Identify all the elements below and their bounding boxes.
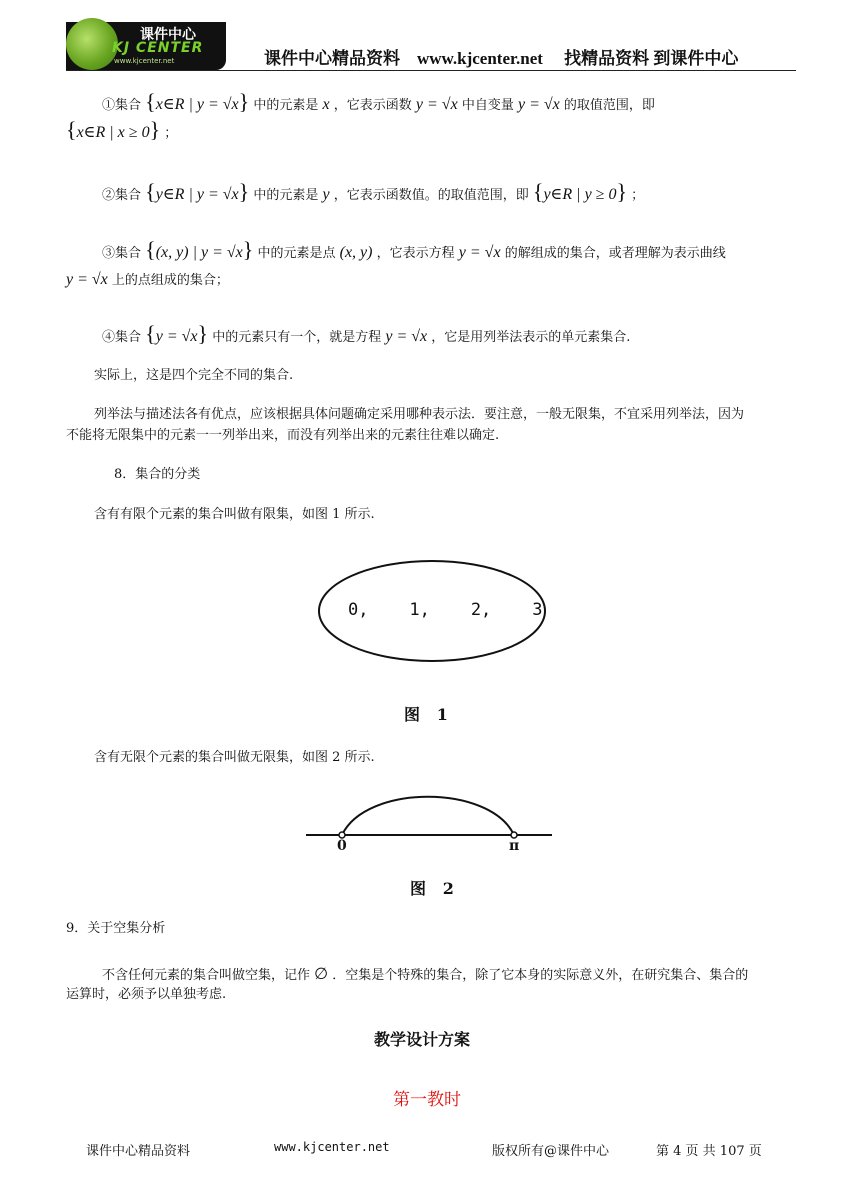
empty-set-line-1 <box>102 964 748 986</box>
figure-2-label-pi: π <box>509 838 520 854</box>
item-3-text-d: 的解组成的集合，或者理解为表示曲线 <box>504 246 726 261</box>
item-4-text-c: ，它是用列举法表示的单元素集合. <box>431 330 631 345</box>
item-2-label: ②集合 <box>102 188 142 203</box>
design-title: 教学设计方案 <box>374 1030 471 1049</box>
item-1-var: x <box>322 96 330 113</box>
paragraph-fact: 实际上，这是四个完全不同的集合. <box>94 368 294 383</box>
item-3-line-1 <box>102 237 726 264</box>
header-slogan <box>264 44 738 69</box>
item-3-label: ③集合 <box>102 246 142 261</box>
item-2-text-b: 中的元素是 <box>253 188 319 203</box>
item-3-eq: y = √x <box>458 244 501 261</box>
item-1-line-1 <box>102 89 655 116</box>
logo-url: www.kjcenter.net <box>114 57 175 65</box>
item-1-line-2 <box>66 117 178 144</box>
footer-site-link[interactable]: www.kjcenter.net <box>274 1140 390 1154</box>
paragraph-method-line-2: 不能将无限集中的元素一一列举出来，而没有列举出来的元素往往难以确定. <box>66 428 500 443</box>
infinite-set-text: 含有无限个元素的集合叫做无限集，如图 2 所示. <box>94 750 375 765</box>
figure-2-arc-curve <box>342 797 514 835</box>
logo-title: 课件中心 <box>140 27 196 43</box>
item-1-result-body: x∈R | x ≥ 0 <box>76 124 150 141</box>
item-2-set-body: y∈R | y = √x <box>155 186 239 203</box>
logo-icon <box>66 18 118 70</box>
item-3-set: {(x, y) | y = √x} <box>145 237 254 262</box>
finite-set-text: 含有有限个元素的集合叫做有限集，如图 1 所示. <box>94 507 375 522</box>
item-1-text-c: ，它表示函数 <box>333 98 412 113</box>
paragraph-method-line-1: 列举法与描述法各有优点，应该根据具体问题确定采用哪种表示法．要注意，一般无限集，不宜采用列举法，因为 <box>94 407 745 422</box>
empty-set-text-a: 不含任何元素的集合叫做空集，记作 <box>102 968 311 983</box>
header-divider <box>66 70 796 71</box>
item-4-label: ④集合 <box>102 330 142 345</box>
item-2-result: {y∈R | y ≥ 0} <box>532 179 628 204</box>
header-slogan-left: 课件中心精品资料 <box>264 49 400 68</box>
footer-page-number: 第 4 页 共 107 页 <box>656 1144 762 1159</box>
item-3-set-body: (x, y) | y = √x <box>155 244 243 261</box>
item-3-point: (x, y) <box>339 244 373 261</box>
item-1-func-2: y = √x <box>517 96 560 113</box>
figure-2-caption: 图 2 <box>410 879 454 898</box>
item-3-curve: y = √x <box>66 271 108 288</box>
section-8-heading: 8．集合的分类 <box>114 467 201 482</box>
item-4-line <box>102 321 631 348</box>
item-2-end: ； <box>631 188 645 203</box>
item-1-label: ①集合 <box>102 98 142 113</box>
logo-subtitle: KJ CENTER <box>112 40 204 56</box>
section-9-heading: 9．关于空集分析 <box>66 921 166 936</box>
item-1-result: {x∈R | x ≥ 0} <box>66 117 161 142</box>
item-1-text-e: 的取值范围，即 <box>563 98 655 113</box>
item-1-func: y = √x <box>415 96 458 113</box>
item-2-text-c: ，它表示函数值。的取值范围，即 <box>333 188 529 203</box>
lesson-title: 第一教时 <box>393 1090 461 1110</box>
figure-1-caption: 图 1 <box>404 705 448 724</box>
item-4-text-b: 中的元素只有一个，就是方程 <box>212 330 382 345</box>
empty-set-text-b: ．空集是个特殊的集合，除了它本身的实际意义外，在研究集合、集合的 <box>332 968 749 983</box>
item-2-result-body: y∈R | y ≥ 0 <box>543 186 617 203</box>
figure-2-label-zero: 0 <box>337 838 347 854</box>
header-site-link[interactable]: www.kjcenter.net <box>417 49 543 68</box>
item-4-eq: y = √x <box>385 328 428 345</box>
item-3-text-e: 上的点组成的集合； <box>111 273 229 288</box>
figure-2-arc <box>306 790 552 840</box>
header-slogan-right: 找精品资料 到课件中心 <box>564 49 739 68</box>
item-4-set: {y = √x} <box>145 321 209 346</box>
item-2-set: {y∈R | y = √x} <box>145 179 250 204</box>
item-3-line-2 <box>66 270 229 291</box>
item-4-set-body: y = √x <box>155 328 198 345</box>
figure-1-elements: 0, 1, 2, 3 <box>348 600 543 620</box>
footer-copyright: 版权所有@课件中心 <box>492 1144 610 1159</box>
footer-left: 课件中心精品资料 <box>86 1144 191 1159</box>
item-1-text-d: 中自变量 <box>461 98 514 113</box>
item-1-end: ； <box>164 126 178 141</box>
item-2-line <box>102 179 645 206</box>
item-3-text-b: 中的元素是点 <box>257 246 336 261</box>
empty-set-symbol: ∅ <box>314 964 329 983</box>
item-1-set-body: x∈R | y = √x <box>155 96 239 113</box>
item-1-set: {x∈R | y = √x} <box>145 89 250 114</box>
item-2-var: y <box>322 186 330 203</box>
empty-set-line-2: 运算时，必须予以单独考虑. <box>66 987 227 1002</box>
item-1-text-b: 中的元素是 <box>253 98 319 113</box>
item-3-text-c: ，它表示方程 <box>376 246 455 261</box>
